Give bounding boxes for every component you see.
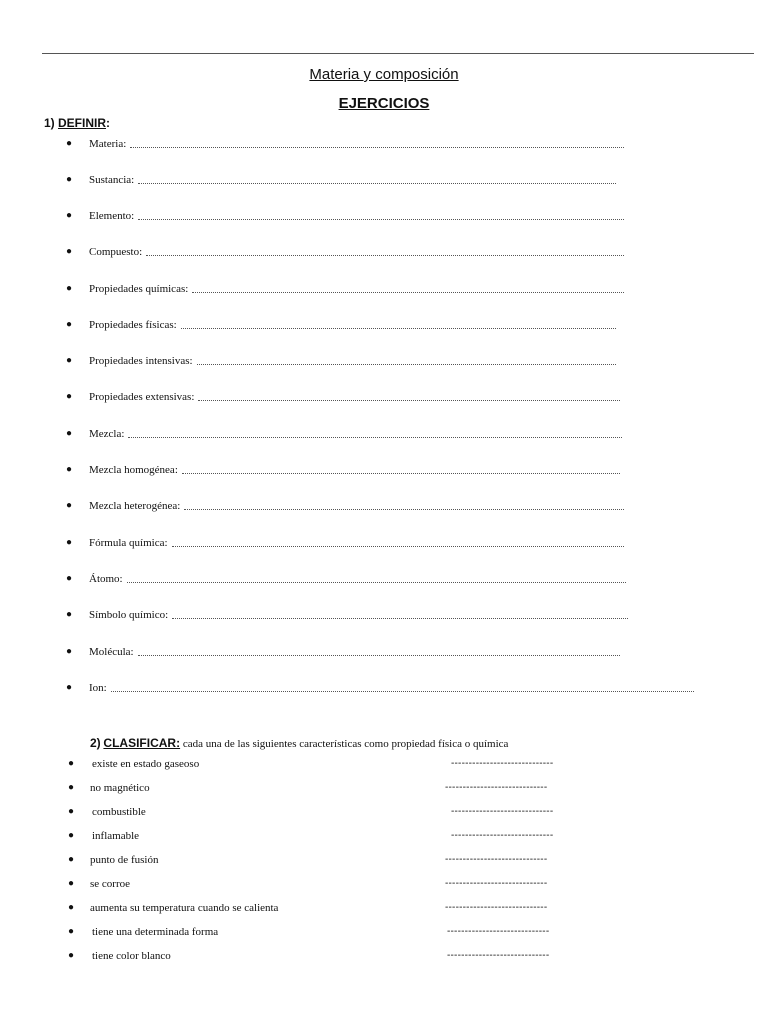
definition-answer-line — [198, 400, 620, 401]
classification-answer-blank: ----------------------------- — [445, 854, 548, 865]
bullet-icon: ● — [66, 646, 73, 657]
definition-answer-line — [172, 546, 624, 547]
bullet-icon: ● — [68, 830, 75, 841]
definition-item — [66, 498, 706, 514]
definition-item — [66, 426, 706, 442]
classification-item — [68, 756, 588, 772]
characteristic-label: inflamable — [92, 830, 140, 842]
definition-answer-line — [128, 437, 622, 438]
bullet-icon: ● — [66, 391, 73, 402]
classification-item — [68, 828, 588, 844]
definition-answer-line — [197, 364, 616, 365]
definition-item — [66, 281, 706, 297]
top-rule — [42, 53, 754, 54]
classification-answer-blank: ----------------------------- — [451, 758, 554, 769]
bullet-icon: ● — [66, 283, 73, 294]
definition-item — [66, 244, 706, 260]
section-2-heading — [90, 736, 508, 750]
bullet-icon: ● — [68, 878, 75, 889]
bullet-icon: ● — [66, 682, 73, 693]
bullet-icon: ● — [66, 500, 73, 511]
bullet-icon: ● — [66, 210, 73, 221]
definition-answer-line — [138, 183, 616, 184]
page-subtitle: EJERCICIOS — [338, 95, 430, 112]
definition-term: Fórmula química: — [89, 537, 168, 549]
bullet-icon: ● — [68, 902, 75, 913]
bullet-icon: ● — [66, 573, 73, 584]
definition-term: Propiedades extensivas: — [89, 391, 195, 403]
characteristic-label: existe en estado gaseoso — [92, 758, 200, 770]
definition-answer-line — [138, 655, 620, 656]
definition-answer-line — [192, 292, 624, 293]
section-1-keyword: DEFINIR — [58, 116, 107, 130]
definition-term: Mezcla heterogénea: — [89, 500, 181, 512]
section-1-colon: : — [106, 116, 111, 130]
classification-item — [68, 804, 588, 820]
bullet-icon: ● — [66, 537, 73, 548]
definition-term: Molécula: — [89, 646, 134, 658]
bullet-icon: ● — [68, 782, 75, 793]
definition-answer-line — [130, 147, 624, 148]
definition-item — [66, 389, 706, 405]
definition-item — [66, 535, 706, 551]
section-2-keyword: CLASIFICAR: — [103, 736, 181, 750]
classification-item — [68, 780, 588, 796]
bullet-icon: ● — [68, 854, 75, 865]
bullet-icon: ● — [68, 806, 75, 817]
definition-item — [66, 607, 706, 623]
characteristic-label: aumenta su temperatura cuando se calienta — [90, 902, 279, 914]
definition-item — [66, 208, 706, 224]
characteristic-label: no magnético — [90, 782, 150, 794]
definition-term: Sustancia: — [89, 174, 135, 186]
bullet-icon: ● — [66, 355, 73, 366]
definition-answer-line — [111, 691, 694, 692]
definition-term: Mezcla homogénea: — [89, 464, 178, 476]
bullet-icon: ● — [66, 464, 73, 475]
definition-term: Propiedades físicas: — [89, 319, 177, 331]
bullet-icon: ● — [68, 950, 75, 961]
characteristic-label: tiene color blanco — [92, 950, 171, 962]
definition-term: Propiedades intensivas: — [89, 355, 193, 367]
characteristic-label: se corroe — [90, 878, 131, 890]
definition-item — [66, 462, 706, 478]
bullet-icon: ● — [66, 428, 73, 439]
definition-term: Materia: — [89, 138, 127, 150]
characteristic-label: tiene una determinada forma — [92, 926, 219, 938]
definition-item — [66, 644, 706, 660]
definition-item — [66, 136, 706, 152]
bullet-icon: ● — [66, 609, 73, 620]
definition-term: Propiedades químicas: — [89, 283, 189, 295]
section-2-number: 2) — [90, 736, 101, 750]
bullet-icon: ● — [66, 174, 73, 185]
definition-term: Compuesto: — [89, 246, 143, 258]
classification-answer-blank: ----------------------------- — [451, 830, 554, 841]
classification-answer-blank: ----------------------------- — [445, 902, 548, 913]
definition-term: Mezcla: — [89, 428, 125, 440]
definition-answer-line — [184, 509, 624, 510]
page-title: Materia y composición — [309, 66, 459, 83]
section-2-instruction: cada una de las siguientes características como propiedad física o química — [182, 738, 509, 750]
definition-item — [66, 571, 706, 587]
definition-answer-line — [138, 219, 624, 220]
section-1-number: 1) — [44, 116, 55, 130]
definition-item — [66, 353, 706, 369]
bullet-icon: ● — [68, 926, 75, 937]
definition-answer-line — [146, 255, 624, 256]
definition-answer-line — [127, 582, 626, 583]
classification-item — [68, 852, 588, 868]
bullet-icon: ● — [66, 246, 73, 257]
definition-item — [66, 317, 706, 333]
bullet-icon: ● — [66, 138, 73, 149]
classification-item — [68, 900, 588, 916]
bullet-icon: ● — [68, 758, 75, 769]
definition-answer-line — [181, 328, 616, 329]
classification-answer-blank: ----------------------------- — [445, 782, 548, 793]
classification-answer-blank: ----------------------------- — [445, 878, 548, 889]
definition-item — [66, 172, 706, 188]
definition-term: Símbolo químico: — [89, 609, 169, 621]
definition-item — [66, 680, 706, 696]
section-1-heading — [44, 116, 110, 130]
definition-term: Ion: — [89, 682, 107, 694]
definition-answer-line — [182, 473, 620, 474]
characteristic-label: punto de fusión — [90, 854, 159, 866]
classification-item — [68, 876, 588, 892]
classification-item — [68, 924, 588, 940]
characteristic-label: combustible — [92, 806, 146, 818]
classification-answer-blank: ----------------------------- — [447, 950, 550, 961]
definition-term: Elemento: — [89, 210, 135, 222]
classification-answer-blank: ----------------------------- — [451, 806, 554, 817]
classification-item — [68, 948, 588, 964]
definition-answer-line — [172, 618, 628, 619]
classification-answer-blank: ----------------------------- — [447, 926, 550, 937]
bullet-icon: ● — [66, 319, 73, 330]
definition-term: Átomo: — [89, 573, 123, 585]
